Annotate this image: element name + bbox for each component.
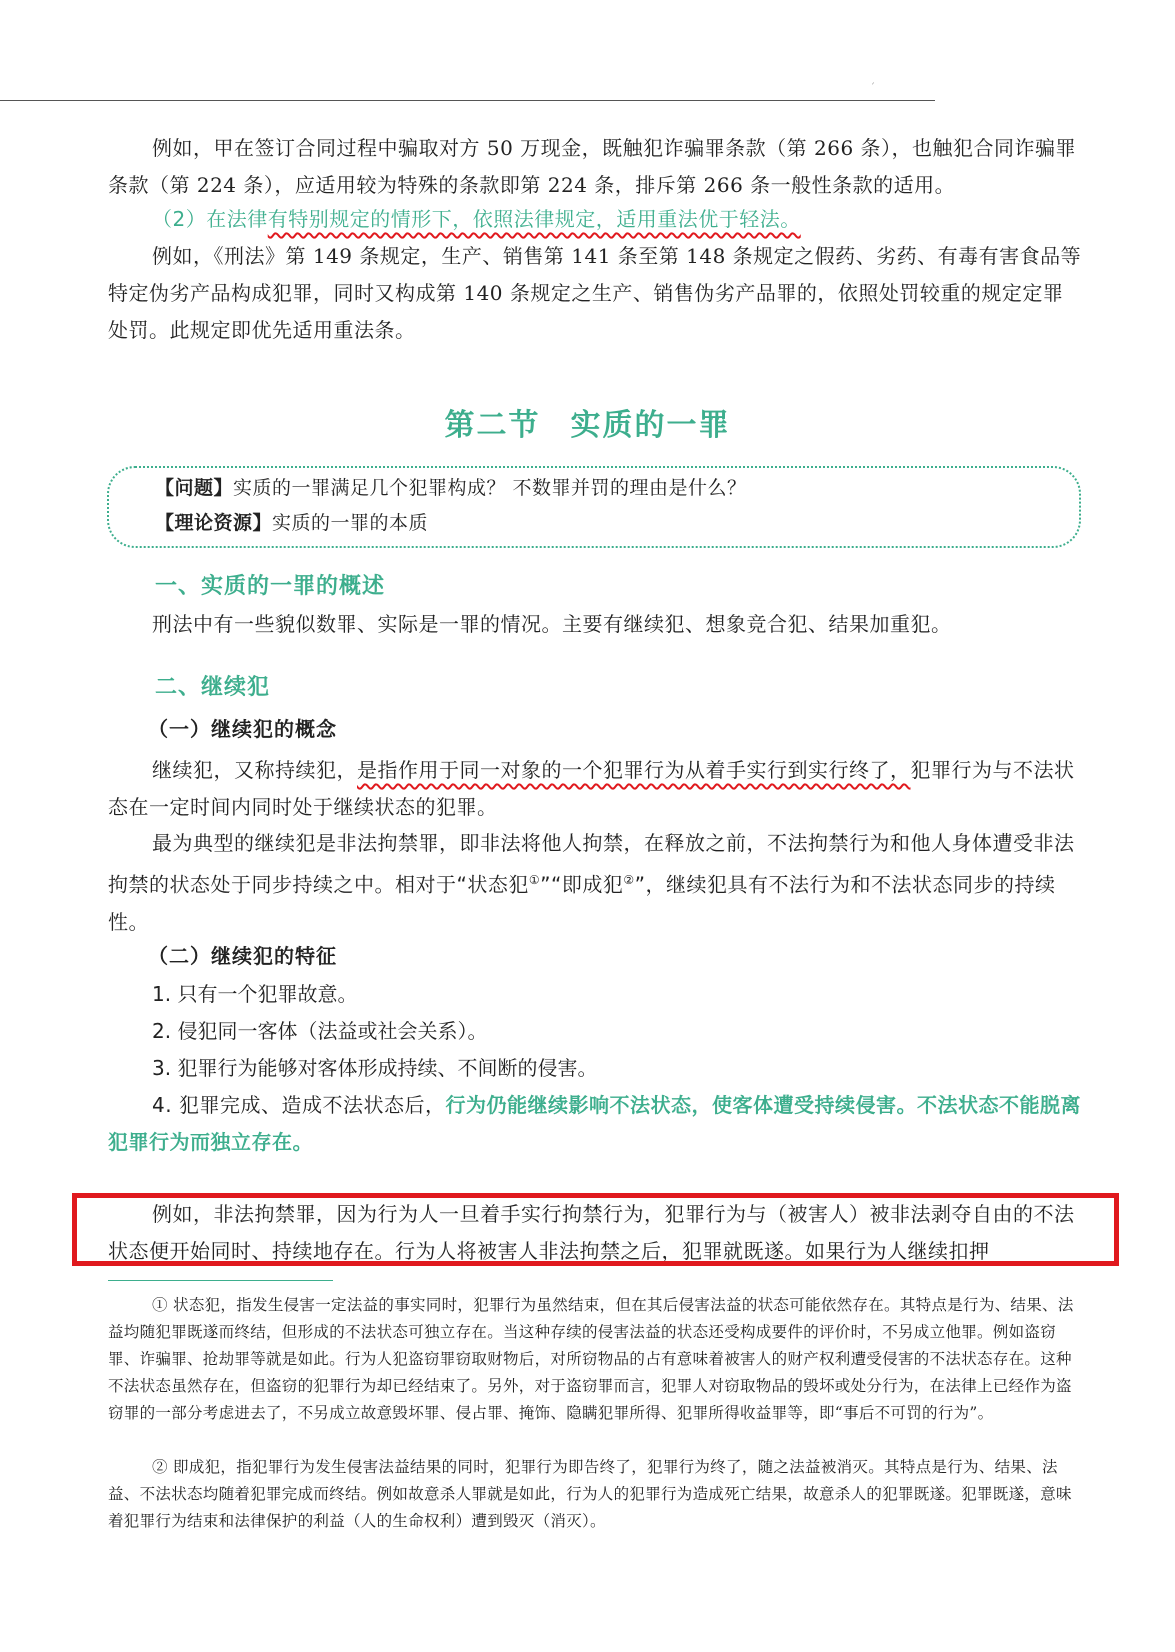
feature-item-2: 2. 侵犯同一客体（法益或社会关系）。 [152,1019,488,1043]
rule-pre-underline: 在法律 [206,207,268,231]
section-title [0,400,1175,444]
question-text: 实质的一罪满足几个犯罪构成？ 不数罪并罚的理由是什么？ [233,477,747,499]
rule-heavier-law-line [108,201,1083,238]
footnote-2: ② 即成犯，指犯罪行为发生侵害法益结果的同时，犯罪行为即告终了，犯罪行为终了，随之法益被消灭。其特点是行为、结果、法益、不法状态均随着犯罪完成而终结。例如故意杀人罪就是如此，行为人的犯罪行为造成死亡结果，故意杀人的犯罪既遂。犯罪既遂，意味着犯罪行为结束和法律保护的利益（人的生命权利）遭到毁灭（消灭）。 [108,1458,1072,1530]
heading-continuing-offense: 二、继续犯 [155,675,271,700]
question-label: 【问题】 [155,477,234,499]
rule-underlined-text: 有特别规定的情形下，依照法律规定，适用重法优于轻法。 [267,207,801,231]
feature-4-plain: 4. 犯罪完成、造成不法状态后， [152,1093,446,1117]
footnote-1: ① 状态犯，指发生侵害一定法益的事实同时，犯罪行为虽然结束，但在其后侵害法益的状态可能依然存在。其特点是行为、结果、法益均随犯罪既遂而终结，但形成的不法状态可独立存在。当这种存续的侵害法益的状态还受构成要件的评价时，不另成立他罪。例如盗窃罪、诈骗罪、抢劫罪等就是如此。行为人犯盗窃罪窃取财物后，对所窃物品的占有意味着被害人的财产权利遭受侵害的不法状态存在。这种不法状态虽然存在，但盗窃的犯罪行为却已经结束了。另外，对于盗窃罪而言，犯罪人对窃取物品的毁坏或处分行为，在法律上已经作为盗窃罪的一部分考虑进去了，不另成立故意毁坏罪、侵占罪、掩饰、隐瞒犯罪所得、犯罪所得收益罪等，即“事后不可罚的行为”。 [108,1296,1074,1422]
header-mark: ˊ [870,83,875,94]
feature-item-4 [108,1087,1083,1161]
red-highlight-box [72,1193,1119,1266]
subheading-concept: （一）继续犯的概念 [148,717,337,741]
heading-overview: 一、实质的一罪的概述 [155,574,386,599]
header-rule [0,100,935,101]
paragraph-overview: 刑法中有一些貌似数罪、实际是一罪的情况。主要有继续犯、想象竞合犯、结果加重犯。 [152,612,952,636]
paragraph-example-highlighted: 例如，非法拘禁罪，因为行为人一旦着手实行拘禁行为，犯罪行为与（被害人）被非法剥夺自由的不法状态便开始同时、持续地存在。行为人将被害人非法拘禁之后，犯罪就既遂。如果行为人继续扣押 [108,1202,1075,1263]
theory-resource-text: 实质的一罪的本质 [272,512,429,534]
question-line [155,471,747,505]
feature-item-3: 3. 犯罪行为能够对客体形成持续、不间断的侵害。 [152,1056,598,1080]
concept-rest: 犯罪行为与不法状态在一定时间内同时处于继续状态的犯罪。 [108,758,1075,819]
paragraph-typical-case [108,825,1083,941]
section-number: 第二节 [444,408,541,443]
section-name: 实质的一罪 [570,408,731,443]
theory-resource-line [155,506,428,540]
concept-underlined: 是指作用于同一对象的一个犯罪行为从着手实行到实行终了， [357,758,911,782]
feature-item-1: 1. 只有一个犯罪故意。 [152,982,358,1006]
feature-4-emphasis: 行为仍能继续影响不法状态，使客体遭受持续侵害。不法状态不能脱离犯罪行为而独立存在。 [108,1093,1081,1154]
footnote-ref-1[interactable]: ① [528,873,541,887]
rule-prefix: （2） [152,207,207,231]
footnote-ref-2[interactable]: ② [623,873,635,887]
subheading-features: （二）继续犯的特征 [148,944,337,968]
theory-resource-label: 【理论资源】 [155,512,273,534]
paragraph-concept [108,752,1083,826]
typical-text-3: ”，继续犯具有不法行为和不法状态同步的持续性。 [108,872,1056,934]
footnote-rule [108,1280,333,1281]
typical-text-2: ”“即成犯 [540,872,624,897]
typical-text-1: 最为典型的继续犯是非法拘禁罪，即非法将他人拘禁，在释放之前，不法拘禁行为和他人身体遭受非法拘禁的状态处于同步持续之中。相对于“状态犯 [108,831,1075,897]
paragraph-contract-fraud-example: 例如，甲在签订合同过程中骗取对方 50 万现金，既触犯诈骗罪条款（第 266 条），也触犯合同诈骗罪条款（第 224 条），应适用较为特殊的条款即第 224 条，排斥第 266 条一般性条款的适用。 [108,136,1077,197]
concept-intro: 继续犯，又称持续犯， [152,758,357,782]
paragraph-article-149-example: 例如，《刑法》第 149 条规定，生产、销售第 141 条至第 148 条规定之假药、劣药、有毒有害食品等特定伪劣产品构成犯罪，同时又构成第 140 条规定之生产、销售伪劣产品罪的，依照处罚较重的规定定罪处罚。此规定即优先适用重法条。 [108,244,1082,342]
